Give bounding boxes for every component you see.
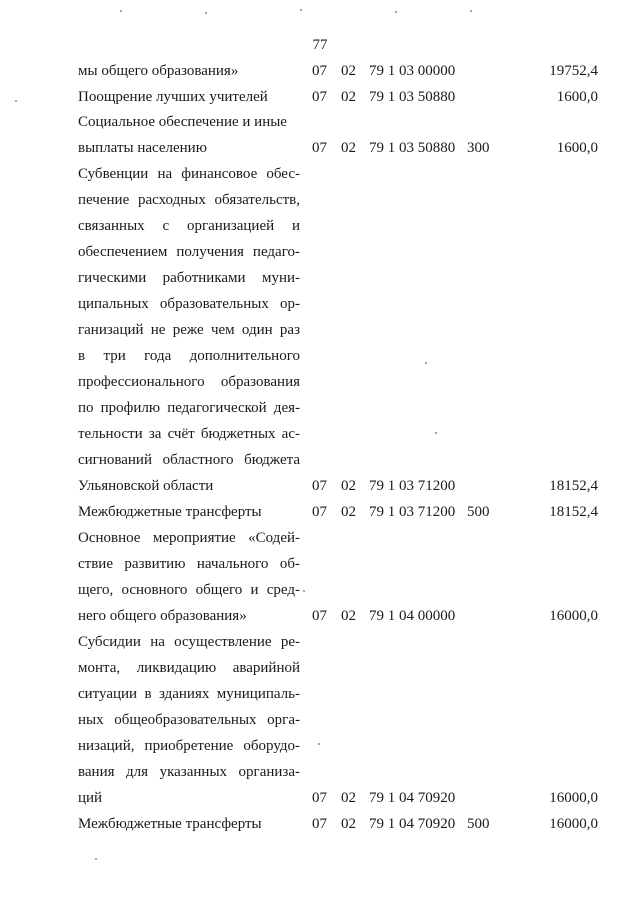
row-name: ствие развитию начального об- (78, 556, 300, 572)
row-name: связанных с организацией и (78, 218, 300, 234)
row-subsection: 02 (341, 140, 356, 156)
table-row (0, 632, 640, 652)
table-row (0, 242, 640, 262)
row-name: профессионального образования (78, 374, 300, 390)
row-subsection: 02 (341, 790, 356, 806)
table-row (0, 320, 640, 340)
table-row (0, 216, 640, 236)
row-amount: 19752,4 (549, 63, 598, 79)
row-amount: 1600,0 (556, 89, 598, 105)
row-amount: 16000,0 (549, 608, 598, 624)
table-row (0, 476, 640, 496)
row-section: 07 (312, 140, 327, 156)
row-name: ных общеобразовательных орга- (78, 712, 300, 728)
row-name: низаций, приобретение оборудо- (78, 738, 300, 754)
table-row (0, 190, 640, 210)
row-amount: 18152,4 (549, 504, 598, 520)
scan-speck (303, 590, 305, 592)
row-amount: 18152,4 (549, 478, 598, 494)
row-target-article: 79 1 03 50880 (369, 89, 456, 105)
row-name: Субвенции на финансовое обес- (78, 166, 300, 182)
row-subsection: 02 (341, 504, 356, 520)
row-name: Межбюджетные трансферты (78, 504, 262, 520)
table-row (0, 710, 640, 730)
row-target-article: 79 1 03 50880 (369, 140, 456, 156)
table-row (0, 268, 640, 288)
table-row (0, 138, 640, 158)
table-row (0, 606, 640, 626)
scan-speck (300, 9, 302, 11)
scan-speck (15, 100, 17, 102)
row-name: мы общего образования» (78, 63, 239, 79)
table-row (0, 450, 640, 470)
row-target-article: 79 1 04 70920 (369, 816, 456, 832)
page-number: 77 (312, 37, 328, 53)
row-subsection: 02 (341, 478, 356, 494)
row-subsection: 02 (341, 608, 356, 624)
table-row (0, 814, 640, 834)
table-row (0, 736, 640, 756)
table-row (0, 580, 640, 600)
row-target-article: 79 1 03 71200 (369, 504, 456, 520)
row-section: 07 (312, 89, 327, 105)
row-name: ситуации в зданиях муниципаль- (78, 686, 300, 702)
row-name: ций (78, 790, 103, 806)
row-target-article: 79 1 04 70920 (369, 790, 456, 806)
row-name: по профилю педагогической дея- (78, 400, 300, 416)
row-amount: 16000,0 (549, 816, 598, 832)
row-name: сигнований областного бюджета (78, 452, 300, 468)
row-name: обеспечением получения педаго- (78, 244, 300, 260)
scan-speck (205, 12, 207, 14)
scan-speck (95, 858, 97, 860)
row-name: монта, ликвидацию аварийной (78, 660, 300, 676)
row-name: гическими работниками муни- (78, 270, 300, 286)
row-section: 07 (312, 478, 327, 494)
row-name: Основное мероприятие «Содей- (78, 530, 300, 546)
row-name: тельности за счёт бюджетных ас- (78, 426, 300, 442)
row-section: 07 (312, 504, 327, 520)
row-subsection: 02 (341, 816, 356, 832)
row-section: 07 (312, 790, 327, 806)
scan-speck (120, 10, 122, 12)
row-amount: 16000,0 (549, 790, 598, 806)
row-expense-type: 500 (467, 504, 490, 520)
row-target-article: 79 1 03 00000 (369, 63, 456, 79)
row-target-article: 79 1 03 71200 (369, 478, 456, 494)
table-row (0, 502, 640, 522)
row-subsection: 02 (341, 63, 356, 79)
table-row (0, 61, 640, 81)
row-target-article: 79 1 04 00000 (369, 608, 456, 624)
table-row (0, 164, 640, 184)
row-name: ганизаций не реже чем один раз (78, 322, 300, 338)
table-row (0, 346, 640, 366)
table-row (0, 788, 640, 808)
row-name: выплаты населению (78, 140, 207, 156)
table-row (0, 87, 640, 107)
row-name: в три года дополнительного (78, 348, 300, 364)
row-name: Поощрение лучших учителей (78, 89, 268, 105)
table-row (0, 658, 640, 678)
table-row (0, 424, 640, 444)
scan-speck (435, 432, 437, 434)
table-row (0, 554, 640, 574)
row-name: ципальных образовательных ор- (78, 296, 300, 312)
table-row (0, 398, 640, 418)
row-amount: 1600,0 (556, 140, 598, 156)
row-name: Социальное обеспечение и иные (78, 114, 287, 130)
row-name: вания для указанных организа- (78, 764, 300, 780)
row-subsection: 02 (341, 89, 356, 105)
row-expense-type: 300 (467, 140, 490, 156)
scan-speck (470, 10, 472, 12)
table-row (0, 762, 640, 782)
table-row (0, 528, 640, 548)
row-name: Межбюджетные трансферты (78, 816, 262, 832)
scan-speck (318, 743, 320, 745)
scan-speck (395, 11, 397, 13)
table-row (0, 294, 640, 314)
table-row (0, 372, 640, 392)
table-row (0, 684, 640, 704)
row-name: Ульяновской области (78, 478, 214, 494)
row-expense-type: 500 (467, 816, 490, 832)
row-name: Субсидии на осуществление ре- (78, 634, 300, 650)
row-section: 07 (312, 816, 327, 832)
row-name: щего, основного общего и сред- (78, 582, 300, 598)
row-name: него общего образования» (78, 608, 247, 624)
scan-speck (425, 362, 427, 364)
row-section: 07 (312, 608, 327, 624)
table-row (0, 112, 640, 132)
row-name: печение расходных обязательств, (78, 192, 300, 208)
row-section: 07 (312, 63, 327, 79)
